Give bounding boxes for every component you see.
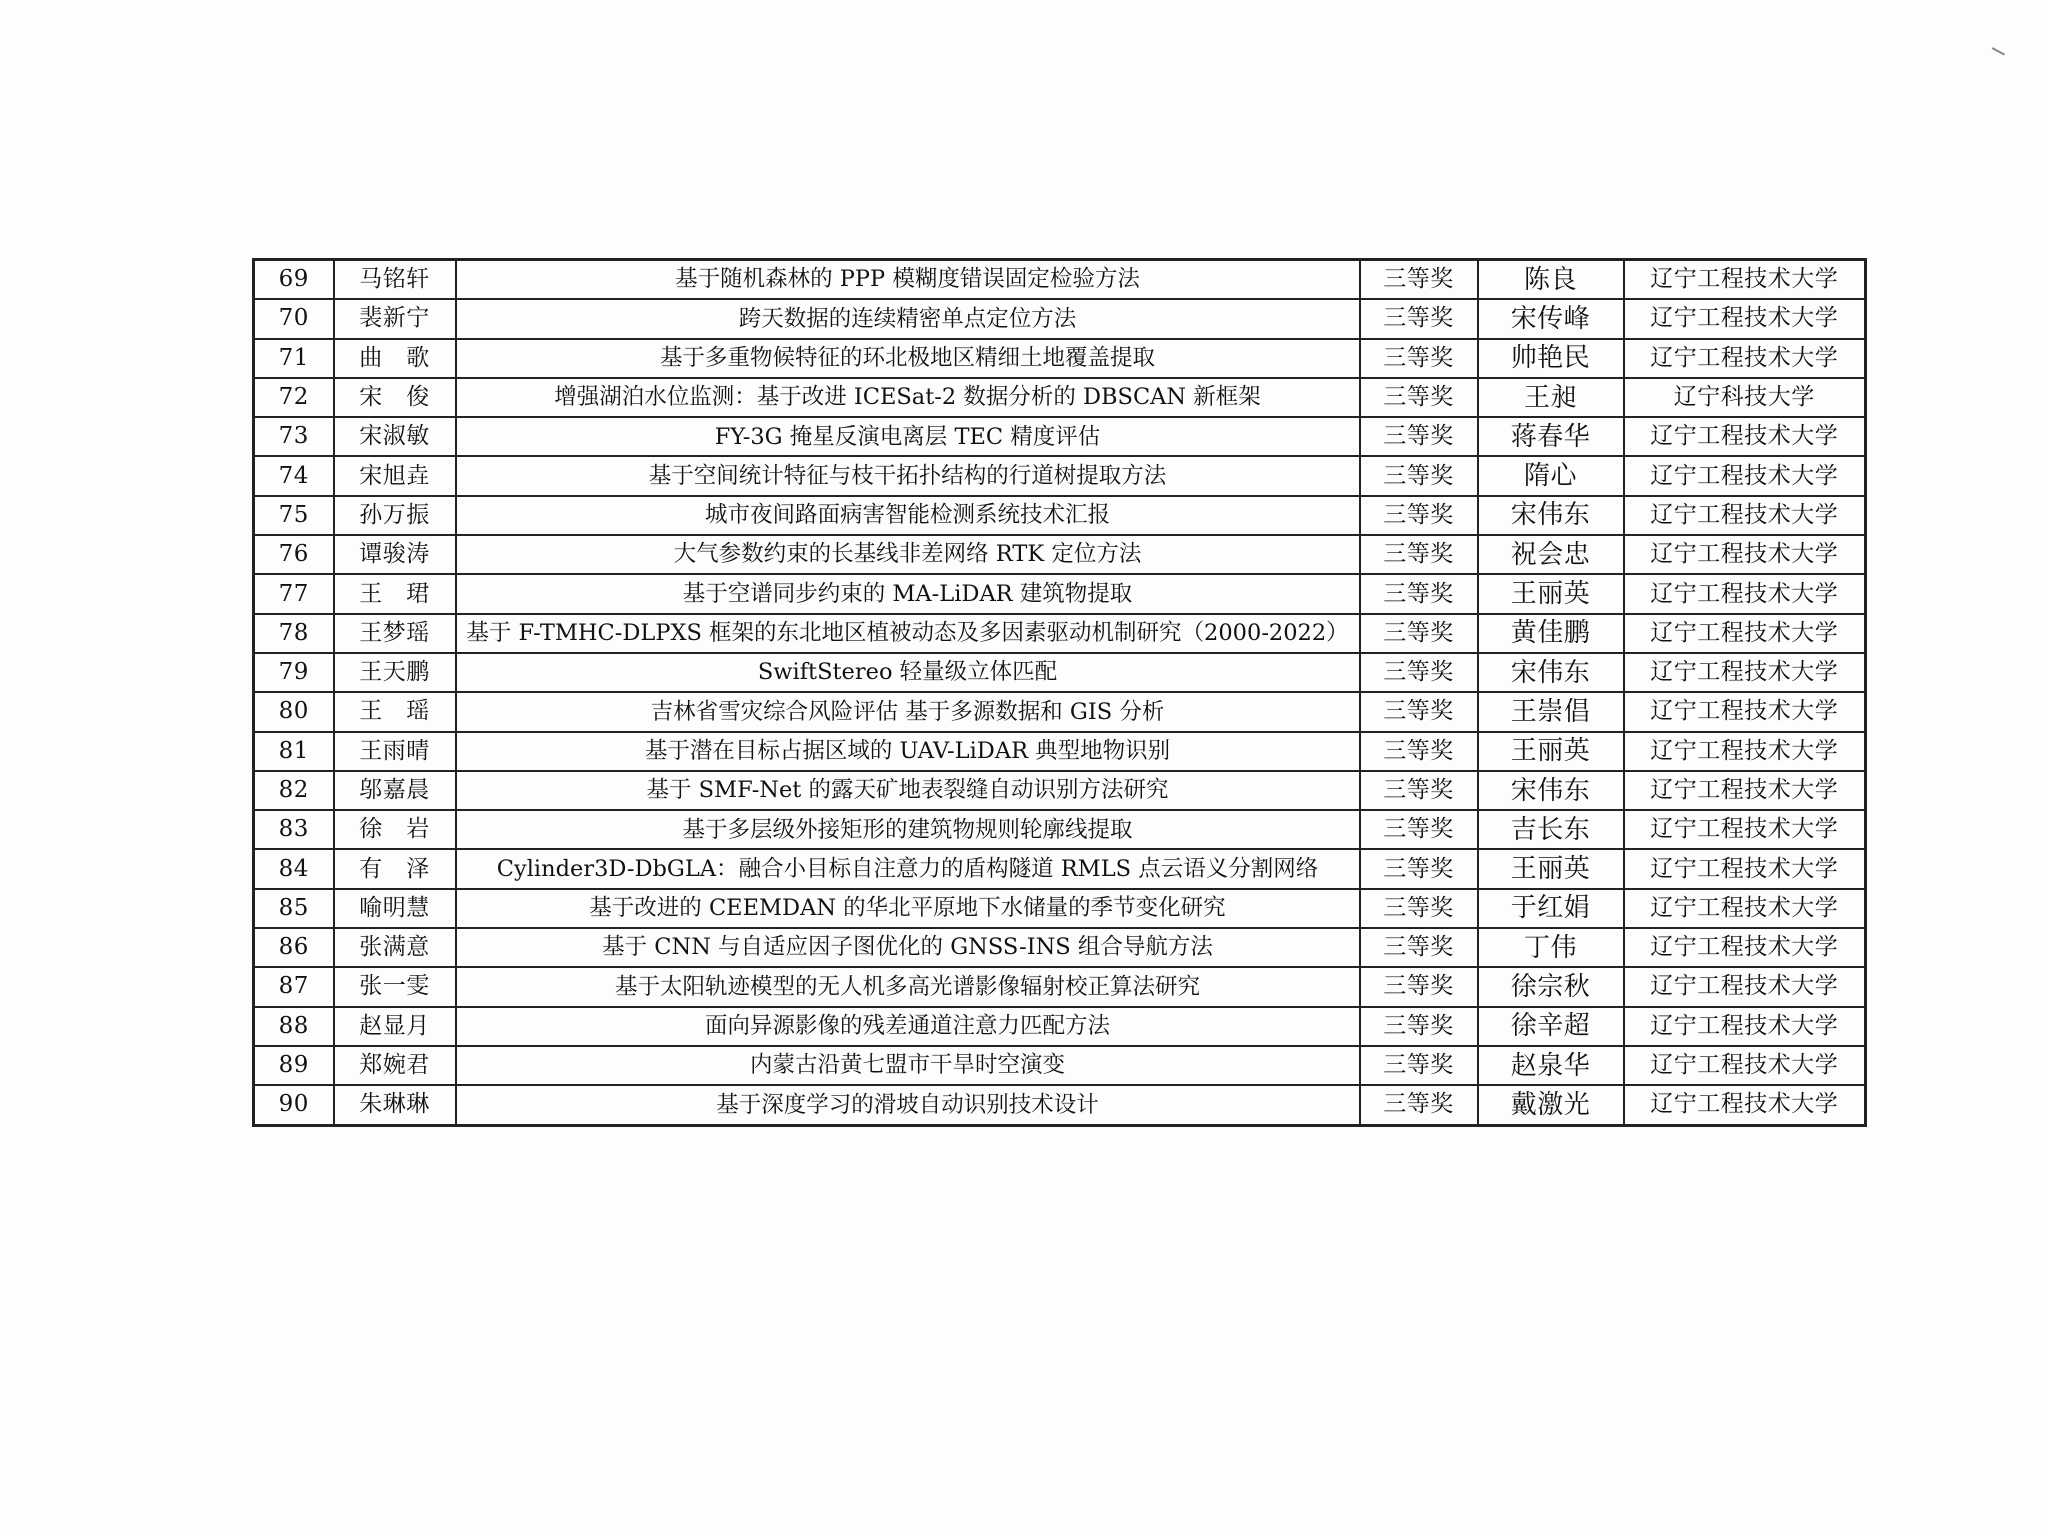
award-level: 三等奖 <box>1360 928 1478 967</box>
advisor-name: 吉长东 <box>1478 810 1624 849</box>
school-name: 辽宁工程技术大学 <box>1624 574 1866 613</box>
student-name: 宋 俊 <box>334 378 456 417</box>
award-level: 三等奖 <box>1360 614 1478 653</box>
advisor-name: 王崇倡 <box>1478 692 1624 731</box>
table-row <box>254 260 1866 300</box>
project-title: 基于 F-TMHC-DLPXS 框架的东北地区植被动态及多因素驱动机制研究（2000-2022） <box>456 614 1360 653</box>
award-level: 三等奖 <box>1360 810 1478 849</box>
school-name: 辽宁工程技术大学 <box>1624 260 1866 300</box>
award-level: 三等奖 <box>1360 967 1478 1006</box>
award-table-body <box>254 260 1866 1126</box>
row-number: 69 <box>254 260 334 300</box>
school-name: 辽宁工程技术大学 <box>1624 456 1866 495</box>
row-number: 85 <box>254 889 334 928</box>
student-name: 郑婉君 <box>334 1046 456 1085</box>
student-name: 王雨晴 <box>334 732 456 771</box>
award-level: 三等奖 <box>1360 771 1478 810</box>
school-name: 辽宁工程技术大学 <box>1624 692 1866 731</box>
award-level: 三等奖 <box>1360 692 1478 731</box>
table-row <box>254 339 1866 378</box>
award-level: 三等奖 <box>1360 260 1478 300</box>
student-name: 谭骏涛 <box>334 535 456 574</box>
row-number: 72 <box>254 378 334 417</box>
table-row <box>254 849 1866 888</box>
table-row <box>254 810 1866 849</box>
advisor-name: 赵泉华 <box>1478 1046 1624 1085</box>
table-row <box>254 1085 1866 1125</box>
table-row <box>254 574 1866 613</box>
student-name: 有 泽 <box>334 849 456 888</box>
school-name: 辽宁工程技术大学 <box>1624 299 1866 338</box>
school-name: 辽宁工程技术大学 <box>1624 771 1866 810</box>
project-title: 内蒙古沿黄七盟市干旱时空演变 <box>456 1046 1360 1085</box>
table-row <box>254 456 1866 495</box>
table-row <box>254 771 1866 810</box>
student-name: 王 瑶 <box>334 692 456 731</box>
student-name: 赵显月 <box>334 1007 456 1046</box>
advisor-name: 帅艳民 <box>1478 339 1624 378</box>
row-number: 86 <box>254 928 334 967</box>
student-name: 徐 岩 <box>334 810 456 849</box>
student-name: 王天鹏 <box>334 653 456 692</box>
row-number: 73 <box>254 417 334 456</box>
row-number: 90 <box>254 1085 334 1125</box>
row-number: 82 <box>254 771 334 810</box>
project-title: 基于空谱同步约束的 MA-LiDAR 建筑物提取 <box>456 574 1360 613</box>
award-level: 三等奖 <box>1360 456 1478 495</box>
table-row <box>254 496 1866 535</box>
advisor-name: 宋传峰 <box>1478 299 1624 338</box>
row-number: 75 <box>254 496 334 535</box>
advisor-name: 黄佳鹏 <box>1478 614 1624 653</box>
project-title: 吉林省雪灾综合风险评估 基于多源数据和 GIS 分析 <box>456 692 1360 731</box>
advisor-name: 祝会忠 <box>1478 535 1624 574</box>
table-row <box>254 889 1866 928</box>
project-title: 基于深度学习的滑坡自动识别技术设计 <box>456 1085 1360 1125</box>
school-name: 辽宁工程技术大学 <box>1624 732 1866 771</box>
project-title: 基于 SMF-Net 的露天矿地表裂缝自动识别方法研究 <box>456 771 1360 810</box>
row-number: 81 <box>254 732 334 771</box>
scan-speck-mark <box>1989 47 2005 61</box>
table-row <box>254 928 1866 967</box>
award-level: 三等奖 <box>1360 299 1478 338</box>
advisor-name: 隋心 <box>1478 456 1624 495</box>
table-row <box>254 417 1866 456</box>
award-level: 三等奖 <box>1360 1085 1478 1125</box>
award-level: 三等奖 <box>1360 1046 1478 1085</box>
school-name: 辽宁工程技术大学 <box>1624 1085 1866 1125</box>
school-name: 辽宁工程技术大学 <box>1624 928 1866 967</box>
project-title: FY-3G 掩星反演电离层 TEC 精度评估 <box>456 417 1360 456</box>
school-name: 辽宁工程技术大学 <box>1624 653 1866 692</box>
school-name: 辽宁工程技术大学 <box>1624 417 1866 456</box>
table-row <box>254 299 1866 338</box>
student-name: 张一雯 <box>334 967 456 1006</box>
advisor-name: 陈良 <box>1478 260 1624 300</box>
project-title: 基于空间统计特征与枝干拓扑结构的行道树提取方法 <box>456 456 1360 495</box>
student-name: 裴新宁 <box>334 299 456 338</box>
award-level: 三等奖 <box>1360 417 1478 456</box>
award-level: 三等奖 <box>1360 732 1478 771</box>
advisor-name: 王丽英 <box>1478 574 1624 613</box>
project-title: 增强湖泊水位监测：基于改进 ICESat-2 数据分析的 DBSCAN 新框架 <box>456 378 1360 417</box>
table-row <box>254 653 1866 692</box>
project-title: Cylinder3D-DbGLA：融合小目标自注意力的盾构隧道 RMLS 点云语义分割网络 <box>456 849 1360 888</box>
advisor-name: 王昶 <box>1478 378 1624 417</box>
advisor-name: 丁伟 <box>1478 928 1624 967</box>
project-title: 基于随机森林的 PPP 模糊度错误固定检验方法 <box>456 260 1360 300</box>
student-name: 孙万振 <box>334 496 456 535</box>
table-row <box>254 1007 1866 1046</box>
advisor-name: 蒋春华 <box>1478 417 1624 456</box>
advisor-name: 于红娟 <box>1478 889 1624 928</box>
school-name: 辽宁工程技术大学 <box>1624 535 1866 574</box>
table-row <box>254 732 1866 771</box>
school-name: 辽宁工程技术大学 <box>1624 1046 1866 1085</box>
row-number: 79 <box>254 653 334 692</box>
school-name: 辽宁工程技术大学 <box>1624 614 1866 653</box>
student-name: 张满意 <box>334 928 456 967</box>
advisor-name: 王丽英 <box>1478 849 1624 888</box>
project-title: 基于多重物候特征的环北极地区精细土地覆盖提取 <box>456 339 1360 378</box>
award-level: 三等奖 <box>1360 1007 1478 1046</box>
row-number: 71 <box>254 339 334 378</box>
table-row <box>254 692 1866 731</box>
table-row <box>254 967 1866 1006</box>
school-name: 辽宁工程技术大学 <box>1624 339 1866 378</box>
school-name: 辽宁工程技术大学 <box>1624 889 1866 928</box>
row-number: 80 <box>254 692 334 731</box>
row-number: 88 <box>254 1007 334 1046</box>
student-name: 王梦瑶 <box>334 614 456 653</box>
advisor-name: 王丽英 <box>1478 732 1624 771</box>
award-level: 三等奖 <box>1360 849 1478 888</box>
student-name: 宋淑敏 <box>334 417 456 456</box>
school-name: 辽宁科技大学 <box>1624 378 1866 417</box>
row-number: 74 <box>254 456 334 495</box>
project-title: 面向异源影像的残差通道注意力匹配方法 <box>456 1007 1360 1046</box>
row-number: 87 <box>254 967 334 1006</box>
table-row <box>254 535 1866 574</box>
award-level: 三等奖 <box>1360 653 1478 692</box>
project-title: 基于改进的 CEEMDAN 的华北平原地下水储量的季节变化研究 <box>456 889 1360 928</box>
student-name: 马铭轩 <box>334 260 456 300</box>
award-level: 三等奖 <box>1360 889 1478 928</box>
student-name: 宋旭垚 <box>334 456 456 495</box>
advisor-name: 徐宗秋 <box>1478 967 1624 1006</box>
row-number: 84 <box>254 849 334 888</box>
project-title: 基于 CNN 与自适应因子图优化的 GNSS-INS 组合导航方法 <box>456 928 1360 967</box>
table-row <box>254 1046 1866 1085</box>
award-level: 三等奖 <box>1360 535 1478 574</box>
student-name: 王 珺 <box>334 574 456 613</box>
student-name: 喻明慧 <box>334 889 456 928</box>
project-title: 基于多层级外接矩形的建筑物规则轮廓线提取 <box>456 810 1360 849</box>
project-title: 城市夜间路面病害智能检测系统技术汇报 <box>456 496 1360 535</box>
row-number: 76 <box>254 535 334 574</box>
project-title: SwiftStereo 轻量级立体匹配 <box>456 653 1360 692</box>
award-level: 三等奖 <box>1360 378 1478 417</box>
school-name: 辽宁工程技术大学 <box>1624 967 1866 1006</box>
project-title: 基于潜在目标占据区域的 UAV-LiDAR 典型地物识别 <box>456 732 1360 771</box>
advisor-name: 宋伟东 <box>1478 653 1624 692</box>
row-number: 78 <box>254 614 334 653</box>
award-level: 三等奖 <box>1360 574 1478 613</box>
award-level: 三等奖 <box>1360 496 1478 535</box>
row-number: 70 <box>254 299 334 338</box>
advisor-name: 宋伟东 <box>1478 771 1624 810</box>
row-number: 83 <box>254 810 334 849</box>
project-title: 跨天数据的连续精密单点定位方法 <box>456 299 1360 338</box>
school-name: 辽宁工程技术大学 <box>1624 1007 1866 1046</box>
advisor-name: 徐辛超 <box>1478 1007 1624 1046</box>
award-list-table <box>252 258 1867 1127</box>
school-name: 辽宁工程技术大学 <box>1624 496 1866 535</box>
row-number: 77 <box>254 574 334 613</box>
award-level: 三等奖 <box>1360 339 1478 378</box>
row-number: 89 <box>254 1046 334 1085</box>
table-row <box>254 378 1866 417</box>
project-title: 大气参数约束的长基线非差网络 RTK 定位方法 <box>456 535 1360 574</box>
school-name: 辽宁工程技术大学 <box>1624 849 1866 888</box>
project-title: 基于太阳轨迹模型的无人机多高光谱影像辐射校正算法研究 <box>456 967 1360 1006</box>
advisor-name: 宋伟东 <box>1478 496 1624 535</box>
student-name: 朱琳琳 <box>334 1085 456 1125</box>
school-name: 辽宁工程技术大学 <box>1624 810 1866 849</box>
table-row <box>254 614 1866 653</box>
student-name: 邬嘉晨 <box>334 771 456 810</box>
advisor-name: 戴激光 <box>1478 1085 1624 1125</box>
student-name: 曲 歌 <box>334 339 456 378</box>
